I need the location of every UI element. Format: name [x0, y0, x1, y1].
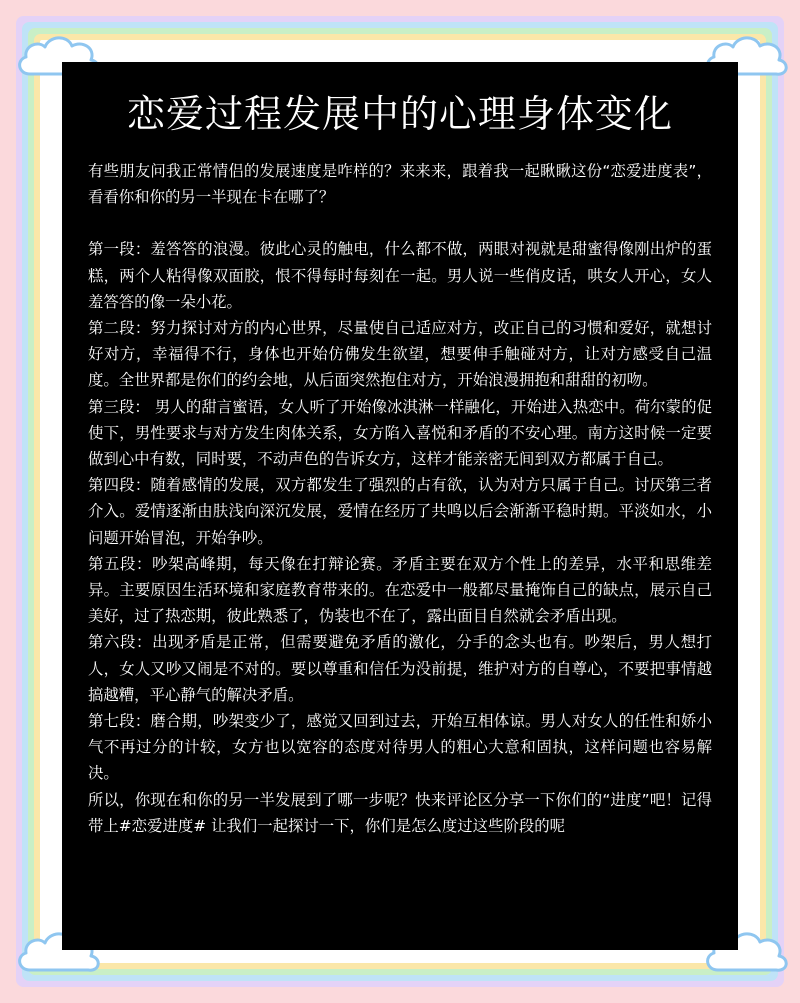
- intro-paragraph: 有些朋友问我正常情侣的发展速度是咋样的？来来来，跟着我一起瞅瞅这份“恋爱进度表”，看看你和你的另一半现在卡在哪了？: [88, 162, 712, 207]
- stage-paragraph-7: 第七段：磨合期，吵架变少了，感觉又回到过去，开始互相体谅。男人对女人的任性和娇小气不再过分的计较，女方也以宽容的态度对待男人的粗心大意和固执，这样问题也容易解决。: [88, 712, 712, 783]
- stage-paragraph-2: 第二段：努力探讨对方的内心世界，尽量使自己适应对方，改正自己的习惯和爱好，就想讨好对方，幸福得不行，身体也开始仿佛发生欲望，想要伸手触碰对方，让对方感受自己温度。全世界都是你们的约会地，从后面突然抱住对方，开始浪漫拥抱和甜甜的初吻。: [88, 319, 712, 390]
- article-panel: [62, 62, 738, 950]
- stage-paragraph-6: 第六段：出现矛盾是正常，但需要避免矛盾的激化，分手的念头也有。吵架后，男人想打人，女人又吵又闹是不对的。要以尊重和信任为没前提，维护对方的自尊心，不要把事情越搞越糟，平心静气的解决矛盾。: [88, 633, 712, 704]
- stage-paragraph-3: 第三段： 男人的甜言蜜语，女人听了开始像冰淇淋一样融化，开始进入热恋中。荷尔蒙的促使下，男性要求与对方发生肉体关系，女方陷入喜悦和矛盾的不安心理。南方这时候一定要做到心中有数，同时要，不动声色的告诉女方，这样才能亲密无间到双方都属于自己。: [88, 397, 712, 469]
- stage-paragraph-1: 第一段：羞答答的浪漫。彼此心灵的触电，什么都不做，两眼对视就是甜蜜得像刚出炉的蛋糕，两个人粘得像双面胶，恨不得每时每刻在一起。男人说一些俏皮话，哄女人开心，女人羞答答的像一朵小花。: [88, 240, 712, 311]
- outro-paragraph: 所以，你现在和你的另一半发展到了哪一步呢？快来评论区分享一下你们的“进度”吧！记得带上#恋爱进度# 让我们一起探讨一下，你们是怎么度过这些阶段的呢: [88, 790, 712, 835]
- stage-paragraph-5: 第五段：吵架高峰期，每天像在打辩论赛。矛盾主要在双方个性上的差异，水平和思维差异。主要原因生活环境和家庭教育带来的。在恋爱中一般都尽量掩饰自己的缺点，展示自己美好，过了热恋期，彼此熟悉了，伪装也不在了，露出面目自然就会矛盾出现。: [88, 554, 712, 626]
- stage-paragraph-4: 第四段：随着感情的发展，双方都发生了强烈的占有欲，认为对方只属于自己。讨厌第三者介入。爱情逐渐由肤浅向深沉发展，爱情在经历了共鸣以后会渐渐平稳时期。平淡如水，小问题开始冒泡，开始争吵。: [88, 476, 712, 547]
- article-body: [88, 158, 712, 839]
- page-title: 恋爱过程发展中的心理身体变化: [126, 92, 673, 136]
